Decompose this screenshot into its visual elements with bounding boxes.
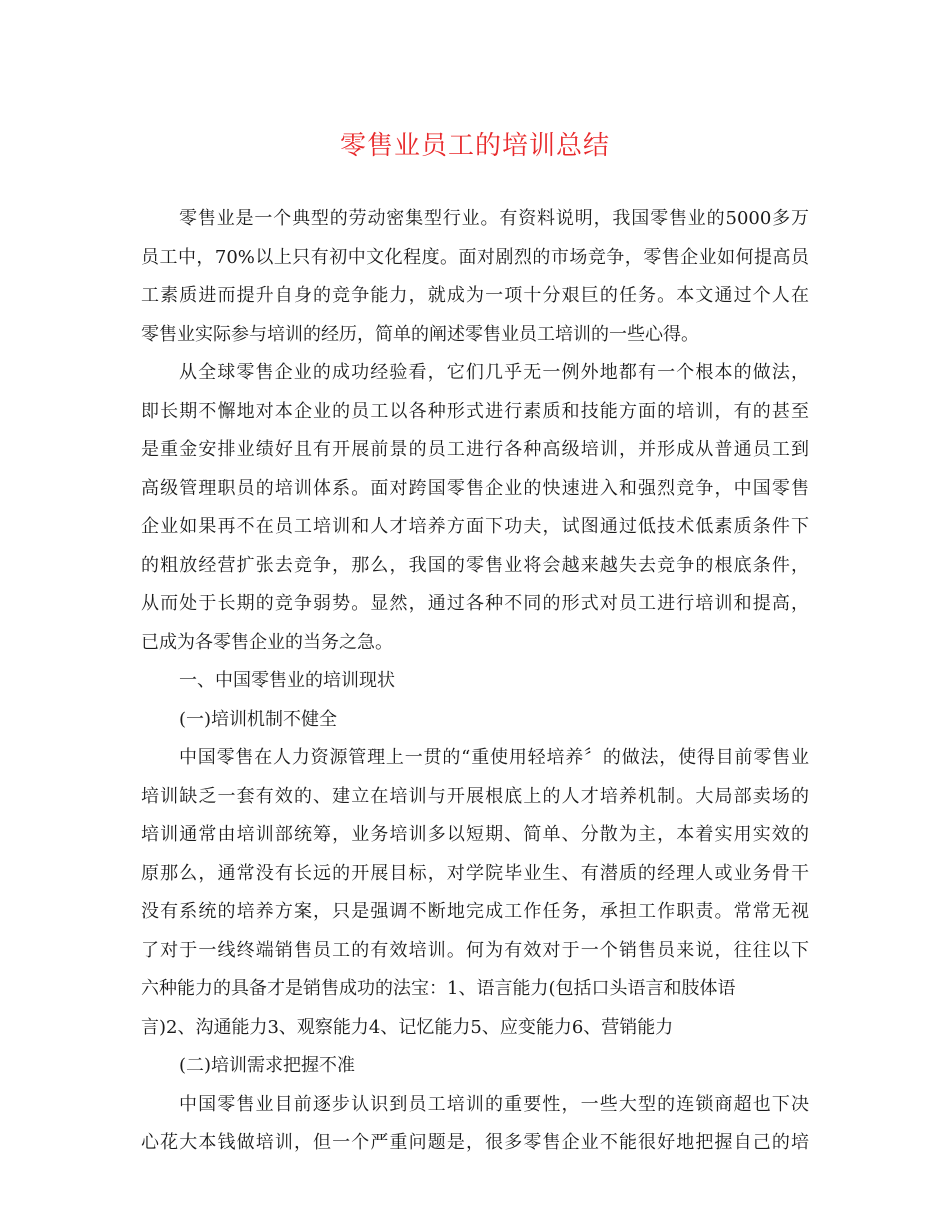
text-line: 即长期不懈地对本企业的员工以各种形式进行素质和技能方面的培训，有的甚至 bbox=[141, 400, 809, 422]
document-title: 零售业员工的培训总结 bbox=[339, 131, 610, 161]
text-line: 员工中，70%以上只有初中文化程度。面对剧烈的市场竞争，零售企业如何提高员 bbox=[141, 246, 809, 268]
text-line: 言)2、沟通能力3、观察能力4、记忆能力5、应变能力6、营销能力 bbox=[141, 1016, 674, 1038]
text-line: 了对于一线终端销售员工的有效培训。何为有效对于一个销售员来说，往往以下 bbox=[141, 939, 809, 961]
text-line: 零售业实际参与培训的经历，简单的阐述零售业员工培训的一些心得。 bbox=[141, 323, 699, 345]
text-line: 高级管理职员的培训体系。面对跨国零售企业的快速进入和强烈竞争，中国零售 bbox=[141, 477, 809, 499]
text-line: 工素质进而提升自身的竞争能力，就成为一项十分艰巨的任务。本文通过个人在 bbox=[141, 285, 809, 306]
text-line: 没有系统的培养方案，只是强调不断地完成工作任务，承担工作职责。常常无视 bbox=[141, 901, 809, 922]
text-line: 企业如果再不在员工培训和人才培养方面下功夫，试图通过低技术低素质条件下 bbox=[141, 516, 809, 537]
text-line: 从全球零售企业的成功经验看，它们几乎无一例外地都有一个根本的做法， bbox=[179, 362, 809, 383]
text-line: 心花大本钱做培训，但一个严重问题是，很多零售企业不能很好地把握自己的培 bbox=[141, 1132, 809, 1153]
text-line: 中国零售在人力资源管理上一贯的“重使用轻培养〞的做法，使得目前零售业 bbox=[179, 747, 809, 768]
text-line: 的粗放经营扩张去竞争，那么，我国的零售业将会越来越失去竞争的根底条件， bbox=[141, 554, 809, 576]
text-line: 原那么，通常没有长远的开展目标，对学院毕业生、有潜质的经理人或业务骨干 bbox=[141, 862, 809, 884]
text-line: 六种能力的具备才是销售成功的法宝：1、语言能力(包括口头语言和肢体语 bbox=[141, 978, 736, 999]
text-line: (一)培训机制不健全 bbox=[179, 708, 338, 730]
text-line: 培训缺乏一套有效的、建立在培训与开展根底上的人才培养机制。大局部卖场的 bbox=[141, 785, 809, 807]
text-line: 中国零售业目前逐步认识到员工培训的重要性，一些大型的连锁商超也下决 bbox=[179, 1093, 809, 1115]
document-body bbox=[141, 200, 809, 1163]
text-line: 是重金安排业绩好且有开展前景的员工进行各种高级培训，并形成从普通员工到 bbox=[141, 439, 809, 460]
text-line: 一、中国零售业的培训现状 bbox=[179, 670, 395, 691]
text-line: (二)培训需求把握不准 bbox=[179, 1055, 356, 1076]
text-line: 从而处于长期的竞争弱势。显然，通过各种不同的形式对员工进行培训和提高， bbox=[141, 593, 809, 614]
text-line: 已成为各零售企业的当务之急。 bbox=[141, 631, 393, 653]
text-line: 零售业是一个典型的劳动密集型行业。有资料说明，我国零售业的5000多万 bbox=[179, 208, 809, 229]
text-line: 培训通常由培训部统筹，业务培训多以短期、简单、分散为主，本着实用实效的 bbox=[141, 824, 809, 845]
